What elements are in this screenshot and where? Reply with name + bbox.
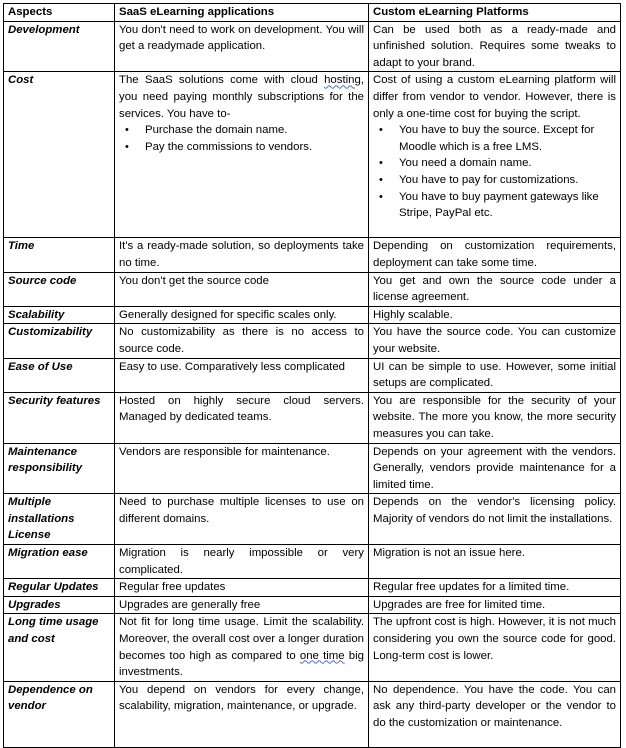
aspect-cell: Cost — [4, 72, 115, 238]
aspect-cell: Long time usage and cost — [4, 614, 115, 681]
custom-cell: You get and own the source code under a license agreement. — [369, 272, 621, 306]
custom-cell: Can be used both as a ready-made and unfinished solution. Requires some tweaks to adapt to your brand. — [369, 21, 621, 72]
custom-cell: Migration is not an issue here. — [369, 545, 621, 579]
aspect-cell: Regular Updates — [4, 579, 115, 597]
custom-cell: Depends on your agreement with the vendors. Generally, vendors provide maintenance for a limited time. — [369, 443, 621, 494]
header-saas: SaaS eLearning applications — [115, 4, 369, 22]
table-row — [4, 272, 621, 306]
list-item: • You have to pay for customizations. — [399, 172, 616, 189]
table-row — [4, 443, 621, 494]
aspect-cell: Development — [4, 21, 115, 72]
custom-cell: No dependence. You have the code. You can ask any third-party developer or the vendor to do the customization or maintenance. — [369, 681, 621, 747]
saas-cell: You don't get the source code — [115, 272, 369, 306]
custom-cell: Upgrades are free for limited time. — [369, 596, 621, 614]
saas-cell — [115, 72, 369, 238]
header-custom: Custom eLearning Platforms — [369, 4, 621, 22]
saas-cell: Migration is nearly impossible or very complicated. — [115, 545, 369, 579]
custom-cell — [369, 72, 621, 238]
saas-cell: You depend on vendors for every change, scalability, migration, maintenance, or upgrade. — [115, 681, 369, 747]
custom-cell: You have the source code. You can customize your website. — [369, 324, 621, 358]
table-row — [4, 681, 621, 747]
saas-cell: You don't need to work on development. You will get a readymade application. — [115, 21, 369, 72]
table-row — [4, 596, 621, 614]
table-row — [4, 579, 621, 597]
table-row — [4, 21, 621, 72]
comparison-table — [3, 3, 621, 748]
saas-cell: Not fit for long time usage. Limit the scalability. Moreover, the overall cost over a longer duration becomes too high as compared to one time big investments. — [115, 614, 369, 681]
aspect-cell: Time — [4, 238, 115, 272]
saas-cell: Regular free updates — [115, 579, 369, 597]
custom-cell: Depending on customization requirements, deployment can take some time. — [369, 238, 621, 272]
saas-cost-list — [119, 122, 364, 155]
table-row — [4, 72, 621, 238]
custom-cost-text: Cost of using a custom eLearning platform will differ from vendor to vendor. However, there is only a one-time cost for buying the script. — [373, 74, 616, 120]
aspect-cell: Source code — [4, 272, 115, 306]
list-item: • You have to buy the source. Except for Moodle which is a free LMS. — [399, 122, 616, 155]
table-row — [4, 545, 621, 579]
table-header-row — [4, 4, 621, 22]
aspect-cell: Security features — [4, 392, 115, 443]
table-row — [4, 392, 621, 443]
list-item: • You have to buy payment gateways like Stripe, PayPal etc. — [399, 189, 616, 222]
custom-cell: Regular free updates for a limited time. — [369, 579, 621, 597]
aspect-cell: Maintenance responsibility — [4, 443, 115, 494]
table-row — [4, 614, 621, 681]
saas-cell: It's a ready-made solution, so deployments take no time. — [115, 238, 369, 272]
list-item: • You need a domain name. — [399, 155, 616, 172]
aspect-cell: Dependence on vendor — [4, 681, 115, 747]
aspect-cell: Multiple installations License — [4, 494, 115, 545]
list-item: • Pay the commissions to vendors. — [145, 139, 364, 156]
aspect-cell: Customizability — [4, 324, 115, 358]
custom-cell: You are responsible for the security of your website. The more you know, the more security measures you can take. — [369, 392, 621, 443]
table-row — [4, 238, 621, 272]
saas-cell: Hosted on highly secure cloud servers. Managed by dedicated teams. — [115, 392, 369, 443]
list-item: • Purchase the domain name. — [145, 122, 364, 139]
saas-cell: Easy to use. Comparatively less complicated — [115, 358, 369, 392]
saas-cell: Vendors are responsible for maintenance. — [115, 443, 369, 494]
custom-cell: Highly scalable. — [369, 306, 621, 324]
custom-cost-list — [373, 122, 616, 222]
table-row — [4, 324, 621, 358]
aspect-cell: Upgrades — [4, 596, 115, 614]
aspect-cell: Ease of Use — [4, 358, 115, 392]
aspect-cell: Scalability — [4, 306, 115, 324]
spelling-flag: hosting — [324, 74, 361, 87]
custom-cell: Depends on the vendor's licensing policy. Majority of vendors do not limit the installations. — [369, 494, 621, 545]
spelling-flag: one time — [299, 649, 345, 662]
saas-cell: Generally designed for specific scales only. — [115, 306, 369, 324]
table-row — [4, 358, 621, 392]
table-row — [4, 494, 621, 545]
document-page — [3, 3, 621, 748]
saas-cost-text: The SaaS solutions come with cloud hosting, you need paying monthly subscriptions for the services. You have to- — [119, 74, 364, 120]
saas-cell: No customizability as there is no access to source code. — [115, 324, 369, 358]
table-row — [4, 306, 621, 324]
header-aspects: Aspects — [4, 4, 115, 22]
saas-cell: Need to purchase multiple licenses to use on different domains. — [115, 494, 369, 545]
custom-cell: UI can be simple to use. However, some initial setups are complicated. — [369, 358, 621, 392]
custom-cell: The upfront cost is high. However, it is not much considering you own the source code for good. Long-term cost is lower. — [369, 614, 621, 681]
saas-cell: Upgrades are generally free — [115, 596, 369, 614]
aspect-cell: Migration ease — [4, 545, 115, 579]
